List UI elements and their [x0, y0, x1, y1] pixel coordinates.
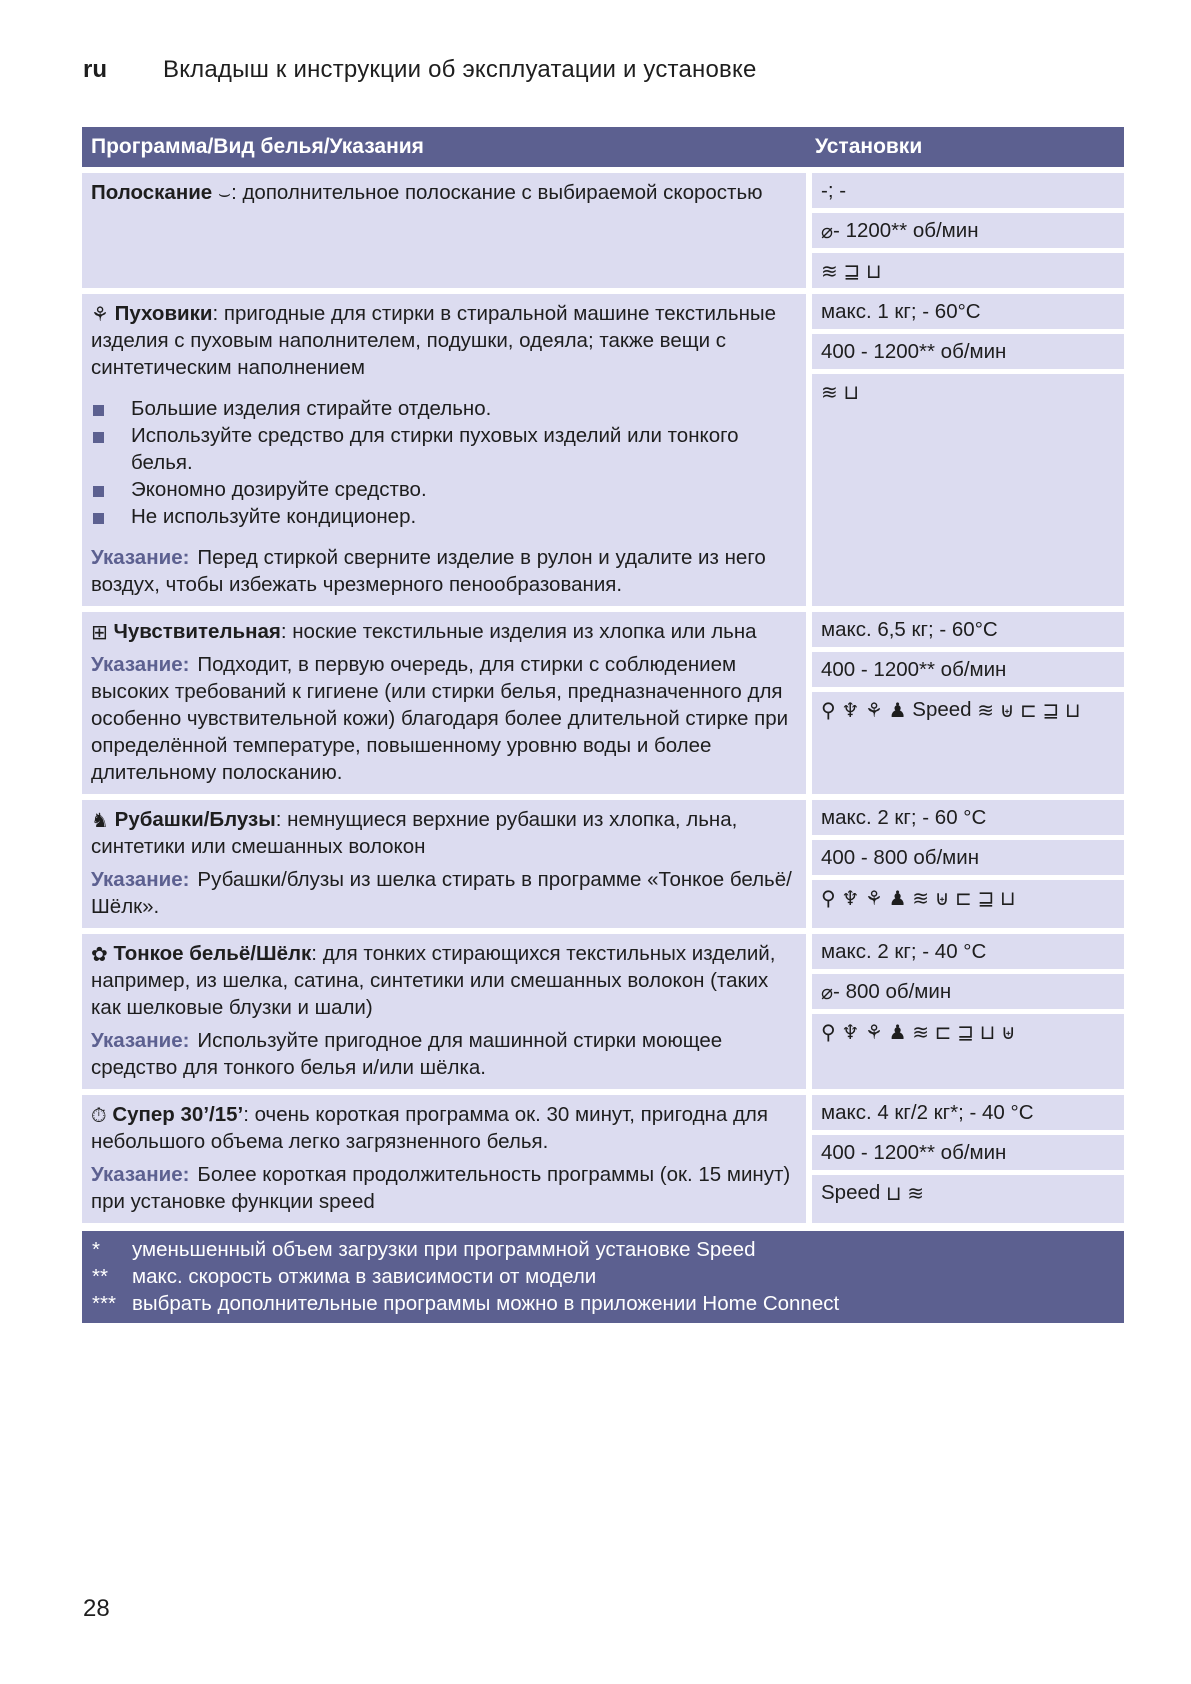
drain-icon: ⊔: [865, 259, 882, 283]
settings-load-temp: макс. 1 кг; - 60°C: [812, 294, 1124, 329]
stain-icon: ⚲: [821, 698, 836, 722]
column-header-program: Программа/Вид белья/Указания: [91, 135, 424, 158]
hygiene-icon: ⊎: [999, 698, 1015, 722]
settings-spin: 400 - 800 об/мин: [812, 840, 1124, 875]
list-item: Не используйте кондиционер.: [91, 503, 796, 530]
settings-spin: ⌀- 800 об/мин: [812, 974, 1124, 1009]
settings-options: [812, 253, 1124, 288]
no-spin-icon: ⌀: [821, 219, 834, 243]
settings-spin: ⌀- 1200** об/мин: [812, 213, 1124, 248]
program-description: : пригодные для стирки в стиральной машине текстильные изделия с пуховым наполнителем, подушки, одеяла; также вещи с синтетическим наполнением: [91, 302, 777, 379]
program-name: Тонкое бельё/Шёлк: [113, 942, 312, 965]
note: [91, 651, 796, 786]
table-row: [82, 934, 1124, 1089]
note-label: Указание:: [91, 546, 190, 569]
rinse-plus-icon: ≋: [912, 886, 930, 910]
table-row: [82, 800, 1124, 928]
settings-load-temp: макс. 6,5 кг; - 60°C: [812, 612, 1124, 647]
table-header: [82, 127, 1124, 167]
language-code: ru: [83, 56, 107, 83]
wine-stain-icon: ♆: [841, 886, 860, 910]
settings-options: ⚲ ♆ ⚘ ♟ Speed ≋ ⊎ ⊏ ⊒ ⊔: [812, 692, 1124, 794]
note-label: Указание:: [91, 868, 190, 891]
drain-icon: ⊔: [1000, 886, 1016, 910]
program-description: : для тонких стирающихся текстильных изделий, например, из шелка, сатина, синтетики или смешанных волокон (таких как шелковые блузки и шали): [91, 942, 776, 1019]
no-spin-icon: ⌀: [821, 980, 834, 1004]
note-label: Указание:: [91, 653, 190, 676]
program-name: Пуховики: [114, 302, 213, 325]
bullet-list: [91, 395, 796, 530]
prewash-icon: ⊏: [955, 886, 972, 910]
drain-icon: ⊔: [979, 1020, 996, 1044]
program-cell: [82, 800, 806, 928]
hygiene-icon: ⊎: [934, 886, 950, 910]
settings-spin: 400 - 1200** об/мин: [812, 334, 1124, 369]
program-description: : очень короткая программа ок. 30 минут, пригодна для небольшого объема легко загрязненного белья.: [91, 1103, 768, 1153]
program-name: Супер 30’/15’: [112, 1103, 244, 1126]
program-cell: [82, 612, 806, 794]
note-text: Используйте пригодное для машинной стирки моющее средство для тонкого белья и/или шёлка.: [91, 1029, 723, 1079]
program-name: Чувствительная: [113, 620, 281, 643]
rinse-icon: ⌣: [217, 181, 232, 205]
wine-stain-icon: ♆: [841, 1020, 860, 1044]
prewash-icon: ⊏: [934, 1020, 952, 1044]
settings-options: [812, 1014, 1124, 1089]
table-row: [82, 173, 1124, 288]
sensitive-icon: ⊞: [91, 620, 108, 644]
list-item: Используйте средство для стирки пуховых изделий или тонкого белья.: [91, 422, 796, 476]
settings-options: [812, 880, 1124, 928]
rinse-plus-icon: ≋: [821, 259, 838, 283]
settings-cell: [812, 934, 1124, 1089]
settings-spin: 400 - 1200** об/мин: [812, 1135, 1124, 1170]
program-description: : немнущиеся верхние рубашки из хлопка, льна, синтетики или смешанных волокон: [91, 808, 738, 858]
settings-load-temp: макс. 2 кг; - 60 °C: [812, 800, 1124, 835]
note-text: Рубашки/блузы из шелка стирать в программе «Тонкое бельё/Шёлк».: [91, 868, 792, 918]
prewash-icon: ⊏: [1020, 698, 1037, 722]
program-description: : ноские текстильные изделия из хлопка или льна: [280, 620, 757, 643]
program-description: : дополнительное полоскание с выбираемой скоростью: [231, 181, 763, 204]
note-text: Перед стиркой сверните изделие в рулон и удалите из него воздух, чтобы избежать чрезмерного пенообразования.: [91, 546, 766, 596]
column-header-settings: Установки: [815, 135, 923, 158]
rinse-hold-icon: ⊒: [977, 886, 995, 910]
drain-icon: ⊔: [843, 380, 860, 404]
program-cell: [82, 173, 806, 288]
dirt-stain-icon: ♟: [888, 698, 907, 722]
note: [91, 1027, 796, 1081]
settings-spin: 400 - 1200** об/мин: [812, 652, 1124, 687]
rinse-plus-icon: ≋: [912, 1020, 930, 1044]
program-cell: [82, 934, 806, 1089]
settings-options: Speed ⊔ ≋: [812, 1175, 1124, 1223]
dirt-stain-icon: ♟: [888, 886, 907, 910]
settings-cell: [812, 1095, 1124, 1223]
program-cell: [82, 1095, 806, 1223]
note-text: Подходит, в первую очередь, для стирки с соблюдением высоких требований к гигиене (или стирки белья, предназначенного для особенно чувствительной кожи) благодаря более длительной стирке при определённой температуре, повышенному уровню воды и более длительному полосканию.: [91, 653, 789, 784]
program-name: Рубашки/Блузы: [114, 808, 276, 831]
note: [91, 544, 796, 598]
document-title: Вкладыш к инструкции об эксплуатации и установке: [163, 56, 757, 83]
grass-stain-icon: ⚘: [865, 886, 883, 910]
settings-temperature: -; -: [812, 173, 1124, 208]
stain-icon: ⚲: [821, 1020, 836, 1044]
note: [91, 866, 796, 920]
table-row: [82, 612, 1124, 794]
wine-stain-icon: ♆: [841, 698, 860, 722]
program-table: [82, 127, 1124, 1223]
delicates-icon: ✿: [91, 942, 108, 966]
settings-load-temp: макс. 2 кг; - 40 °C: [812, 934, 1124, 969]
drain-icon: ⊔: [885, 1181, 902, 1205]
dirt-stain-icon: ♟: [888, 1020, 907, 1044]
settings-load-temp: макс. 4 кг/2 кг*; - 40 °C: [812, 1095, 1124, 1130]
grass-stain-icon: ⚘: [865, 698, 883, 722]
rinse-hold-icon: ⊒: [843, 259, 861, 283]
rinse-hold-icon: ⊒: [1042, 698, 1060, 722]
table-row: [82, 294, 1124, 606]
note-label: Указание:: [91, 1163, 190, 1186]
rinse-hold-icon: ⊒: [957, 1020, 974, 1044]
list-item: Экономно дозируйте средство.: [91, 476, 796, 503]
timer-icon: ⏱: [91, 1103, 107, 1127]
rinse-plus-icon: ≋: [977, 698, 995, 722]
table-row: [82, 1095, 1124, 1223]
shirt-icon: ♞: [91, 808, 109, 832]
settings-cell: [812, 800, 1124, 928]
program-name: Полоскание: [91, 181, 213, 204]
page-number: 28: [83, 1595, 110, 1622]
settings-cell: [812, 173, 1124, 288]
stain-icon: ⚲: [821, 886, 836, 910]
rinse-plus-icon: ≋: [907, 1181, 925, 1205]
program-cell: [82, 294, 806, 606]
drain-icon: ⊔: [1065, 698, 1081, 722]
note-label: Указание:: [91, 1029, 190, 1052]
footnote: * уменьшенный объем загрузки при программной установке Speed: [92, 1238, 756, 1261]
settings-cell: [812, 612, 1124, 794]
note-text: Более короткая продолжительность программы (ок. 15 минут) при установке функции speed: [91, 1163, 791, 1213]
footnote: ** макс. скорость отжима в зависимости от модели: [92, 1265, 597, 1288]
down-jacket-icon: ⚘: [91, 302, 109, 326]
footnote: *** выбрать дополнительные программы можно в приложении Home Connect: [92, 1292, 840, 1315]
rinse-plus-icon: ≋: [821, 380, 838, 404]
note: [91, 1161, 796, 1215]
settings-cell: [812, 294, 1124, 606]
grass-stain-icon: ⚘: [865, 1020, 883, 1044]
footnotes: [82, 1231, 1124, 1323]
page-header: [83, 56, 757, 84]
list-item: Большие изделия стирайте отдельно.: [91, 395, 796, 422]
settings-options: [812, 374, 1124, 606]
hygiene-icon: ⊎: [1001, 1020, 1016, 1044]
